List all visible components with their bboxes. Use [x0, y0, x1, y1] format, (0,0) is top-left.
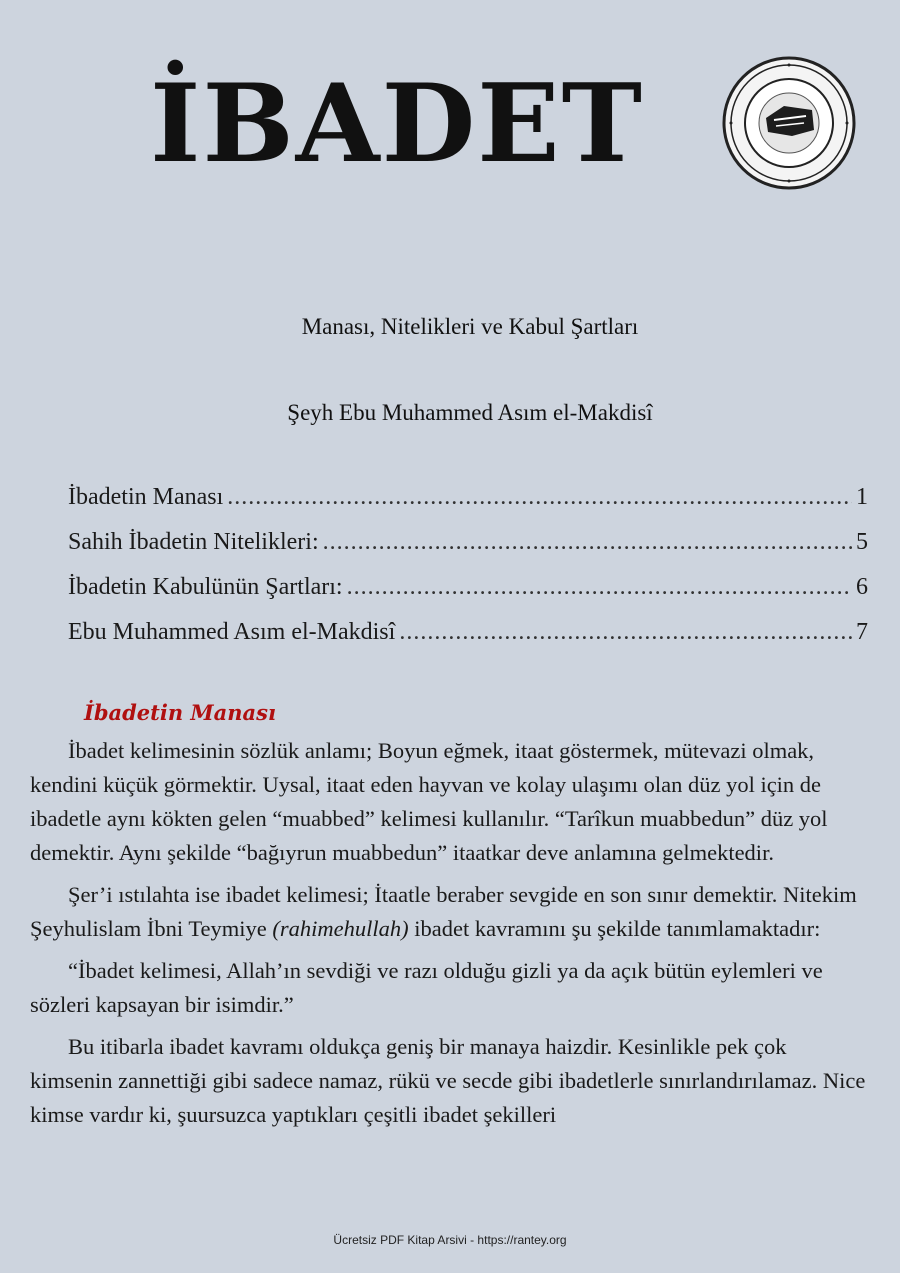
toc-label: Ebu Muhammed Asım el-Makdisî	[68, 619, 396, 645]
toc-leader	[323, 529, 852, 556]
author-name: Şeyh Ebu Muhammed Asım el-Makdisî	[287, 400, 653, 425]
paragraph: Bu itibarla ibadet kavramı oldukça geniş bir manaya haizdir. Kesinlikle pek çok kimsenin zannettiği gibi sadece namaz, rükü ve secde gibi ibadetlerle sınırlandırılamaz. Nice kimse vardır ki, şuursuzca yaptıkları çeşitli ibadet şekilleri	[30, 1034, 866, 1127]
toc-page-number: 7	[856, 619, 868, 645]
body-text	[30, 734, 870, 1140]
paragraph: “İbadet kelimesi, Allah’ın sevdiği ve razı olduğu gizli ya da açık bütün eylemleri ve sözleri kapsayan bir isimdir.”	[30, 958, 823, 1017]
toc-leader	[347, 574, 852, 601]
toc-leader	[227, 484, 852, 511]
seal-logo	[722, 56, 856, 190]
table-of-contents	[68, 484, 868, 664]
paragraph	[30, 878, 870, 946]
toc-item[interactable]	[68, 484, 868, 529]
toc-leader	[399, 619, 852, 646]
toc-item[interactable]	[68, 529, 868, 574]
paragraph-text: Şer’i ıstılahta ise ibadet kelimesi; İtaatle beraber sevgide en son sınır demektir. Nitekim Şeyhulislam İbni Teymiye	[30, 882, 857, 941]
section-heading: İbadetin Manası	[84, 700, 276, 725]
page-footer: Ücretsiz PDF Kitap Arsivi - https://rantey.org	[333, 1233, 567, 1247]
document-subtitle: Manası, Nitelikleri ve Kabul Şartları	[301, 314, 639, 339]
toc-label: İbadetin Manası	[68, 484, 224, 510]
paragraph-text: ibadet kavramını şu şekilde tanımlamaktadır:	[408, 916, 821, 941]
toc-label: Sahih İbadetin Nitelikleri:	[68, 529, 319, 555]
paragraph: İbadet kelimesinin sözlük anlamı; Boyun eğmek, itaat göstermek, mütevazi olmak, kendini küçük görmektir. Uysal, itaat eden hayvan ve kolay ulaşımı olan düz yol için de ibadetle aynı kökten gelen “muabbed” kelimesi kullanılır. “Tarîkun muabbedun” düz yol demektir. Aynı şekilde “bağıyrun muabbedun” itaatkar deve anlamına gelmektedir.	[30, 738, 828, 865]
toc-page-number: 6	[856, 574, 868, 600]
toc-label: İbadetin Kabulünün Şartları:	[68, 574, 343, 600]
document-title: İBADET	[150, 61, 644, 187]
toc-item[interactable]	[68, 574, 868, 619]
toc-page-number: 1	[856, 484, 868, 510]
paragraph-italic: (rahimehullah)	[272, 916, 409, 941]
toc-item[interactable]	[68, 619, 868, 664]
toc-page-number: 5	[856, 529, 868, 555]
